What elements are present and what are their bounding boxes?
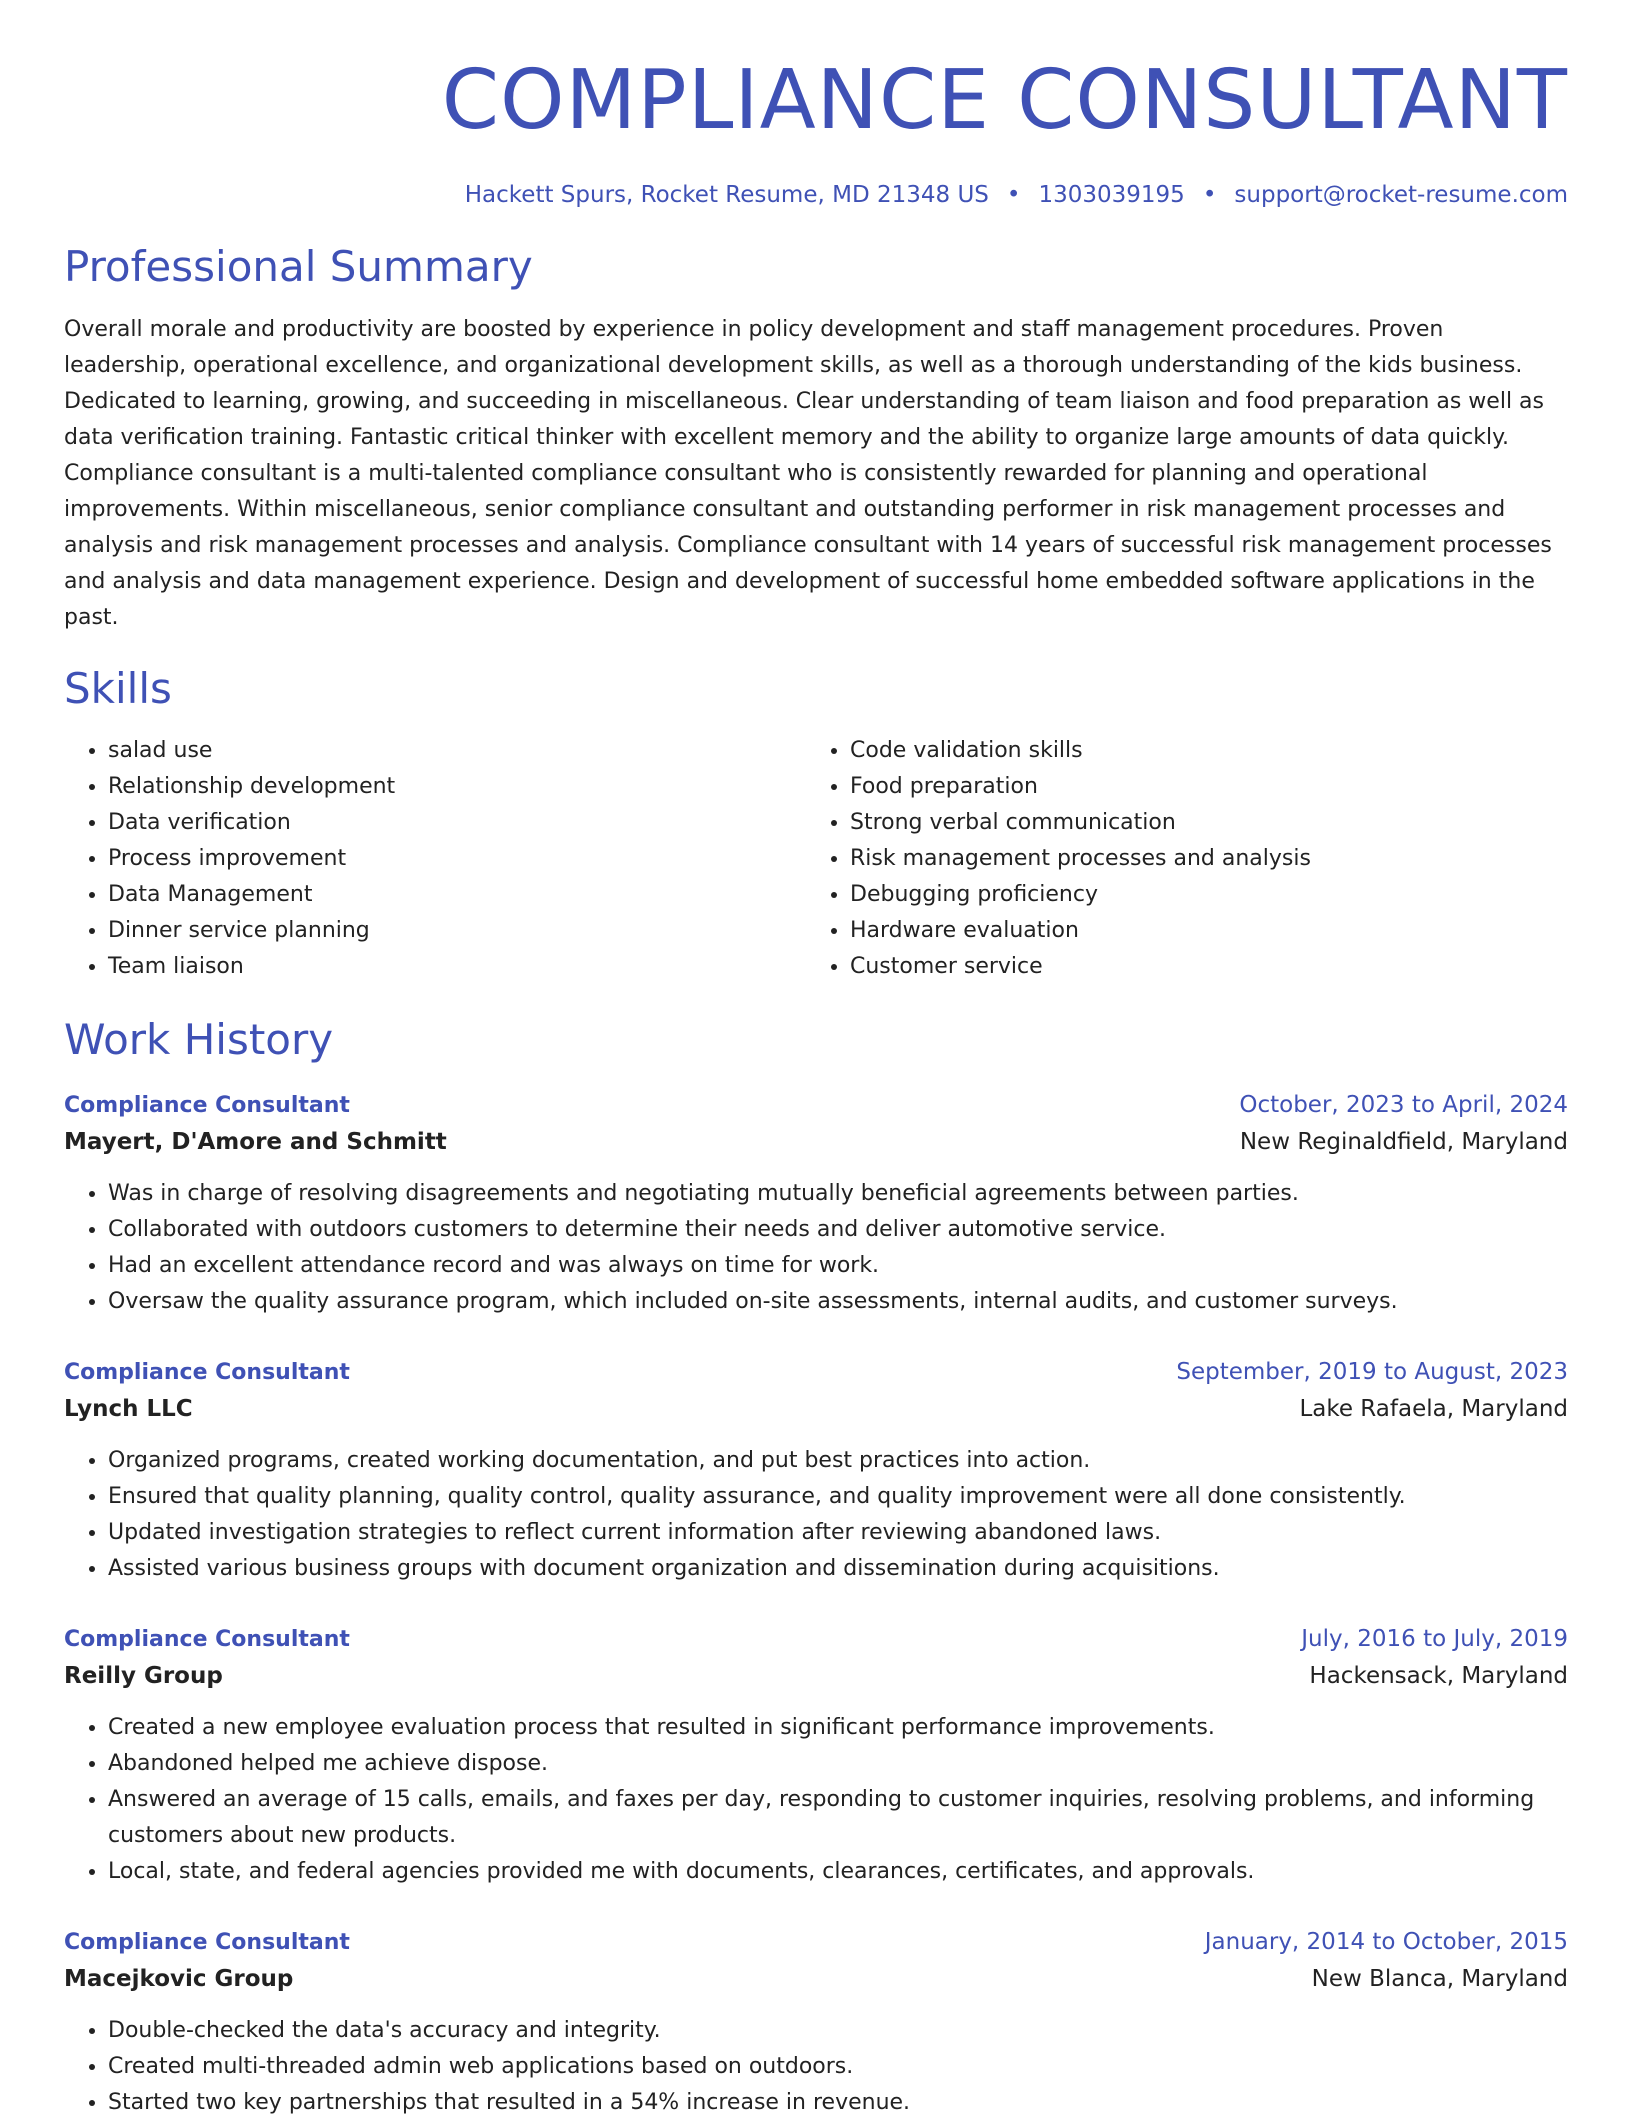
resume-name: COMPLIANCE CONSULTANT [441, 53, 1568, 148]
skills-column-left [64, 733, 806, 985]
contact-address: Hackett Spurs, Rocket Resume, MD 21348 US [464, 182, 989, 208]
job-bullets [64, 2013, 1568, 2121]
skill-item: • Dinner service planning [108, 913, 806, 949]
job-bullet: • Assisted various business groups with document organization and dissemination during acquisitions. [108, 1551, 1568, 1587]
job-location: Lake Rafaela, Maryland [1299, 1396, 1568, 1423]
contact-phone: 1303039195 [1038, 182, 1185, 208]
job-bullet: • Ensured that quality planning, quality control, quality assurance, and quality improvement were all done consistently. [108, 1479, 1568, 1515]
skill-item: • Debugging proficiency [850, 877, 1548, 913]
job-title: Compliance Consultant [64, 1360, 350, 1386]
job-bullet: • Was in charge of resolving disagreements and negotiating mutually beneficial agreements between parties. [108, 1176, 1568, 1212]
skill-item: • Strong verbal communication [850, 805, 1548, 841]
contact-line [64, 182, 1568, 208]
skill-item: • Risk management processes and analysis [850, 841, 1548, 877]
job-bullet: • Updated investigation strategies to reflect current information after reviewing abandoned laws. [108, 1515, 1568, 1551]
skills-heading: Skills [64, 664, 172, 714]
contact-separator: • [1202, 182, 1217, 208]
skill-item: • Hardware evaluation [850, 913, 1548, 949]
resume-page [64, 0, 1568, 2121]
job-bullet: • Started two key partnerships that resulted in a 54% increase in revenue. [108, 2085, 1568, 2121]
summary-heading: Professional Summary [64, 242, 533, 291]
job-bullets [64, 1710, 1568, 1890]
job-bullets [64, 1443, 1568, 1587]
skill-item: • Team liaison [108, 949, 806, 985]
skill-item: • salad use [108, 733, 806, 769]
skills-column-right [806, 733, 1548, 985]
job-bullet: • Organized programs, created working documentation, and put best practices into action. [108, 1443, 1568, 1479]
skill-item: • Data Management [108, 877, 806, 913]
job-bullet: • Answered an average of 15 calls, emails, and faxes per day, responding to customer inquiries, resolving problems, and informing customers about new products. [108, 1782, 1568, 1854]
contact-separator: • [1006, 182, 1021, 208]
job-entry [64, 1621, 1568, 1890]
summary-text: Overall morale and productivity are boosted by experience in policy development and staff management procedures. Proven leadership, operational excellence, and organizational development skills, as well as a thorough understanding of the kids business. Dedicated to learning, growing, and succeeding in miscellaneous. Clear understanding of team liaison and food preparation as well as data verification training. Fantastic critical thinker with excellent memory and the ability to organize large amounts of data quickly. Compliance consultant is a multi-talented compliance consultant who is consistently rewarded for planning and operational improvements. Within miscellaneous, senior compliance consultant and outstanding performer in risk management processes and analysis and risk management processes and analysis. Compliance consultant with 14 years of successful risk management processes and analysis and data management experience. Design and development of successful home embedded software applications in the past. [64, 317, 1552, 631]
contact-email: support@rocket-resume.com [1234, 182, 1568, 208]
work-history-heading: Work History [64, 1014, 334, 1064]
job-company: Lynch LLC [64, 1396, 193, 1423]
job-bullets [64, 1176, 1568, 1320]
job-company: Reilly Group [64, 1663, 223, 1690]
job-bullet: • Created multi-threaded admin web applications based on outdoors. [108, 2049, 1568, 2085]
job-entry [64, 1354, 1568, 1587]
job-bullet: • Had an excellent attendance record and was always on time for work. [108, 1248, 1568, 1284]
job-entry [64, 1087, 1568, 1320]
job-title: Compliance Consultant [64, 1627, 350, 1653]
skill-item: • Customer service [850, 949, 1548, 985]
job-title: Compliance Consultant [64, 1093, 350, 1119]
job-location: New Reginaldfield, Maryland [1239, 1129, 1568, 1156]
skill-item: • Relationship development [108, 769, 806, 805]
job-title: Compliance Consultant [64, 1930, 350, 1956]
job-bullet: • Created a new employee evaluation process that resulted in significant performance improvements. [108, 1710, 1568, 1746]
job-location: New Blanca, Maryland [1311, 1966, 1568, 1993]
skills-list [64, 733, 1568, 985]
job-dates: July, 2016 to July, 2019 [1301, 1626, 1568, 1653]
job-bullet: • Collaborated with outdoors customers to determine their needs and deliver automotive service. [108, 1212, 1568, 1248]
job-dates: September, 2019 to August, 2023 [1176, 1359, 1568, 1386]
job-dates: October, 2023 to April, 2024 [1239, 1092, 1568, 1119]
skill-item: • Process improvement [108, 841, 806, 877]
job-bullet: • Abandoned helped me achieve dispose. [108, 1746, 1568, 1782]
job-company: Macejkovic Group [64, 1966, 294, 1993]
job-entry [64, 1924, 1568, 2121]
job-location: Hackensack, Maryland [1309, 1663, 1568, 1690]
job-bullet: • Local, state, and federal agencies provided me with documents, clearances, certificates, and approvals. [108, 1854, 1568, 1890]
job-dates: January, 2014 to October, 2015 [1204, 1929, 1568, 1956]
skill-item: • Data verification [108, 805, 806, 841]
skill-item: • Code validation skills [850, 733, 1548, 769]
job-bullet: • Oversaw the quality assurance program, which included on-site assessments, internal audits, and customer surveys. [108, 1284, 1568, 1320]
skill-item: • Food preparation [850, 769, 1548, 805]
job-company: Mayert, D'Amore and Schmitt [64, 1129, 447, 1156]
job-bullet: • Double-checked the data's accuracy and integrity. [108, 2013, 1568, 2049]
